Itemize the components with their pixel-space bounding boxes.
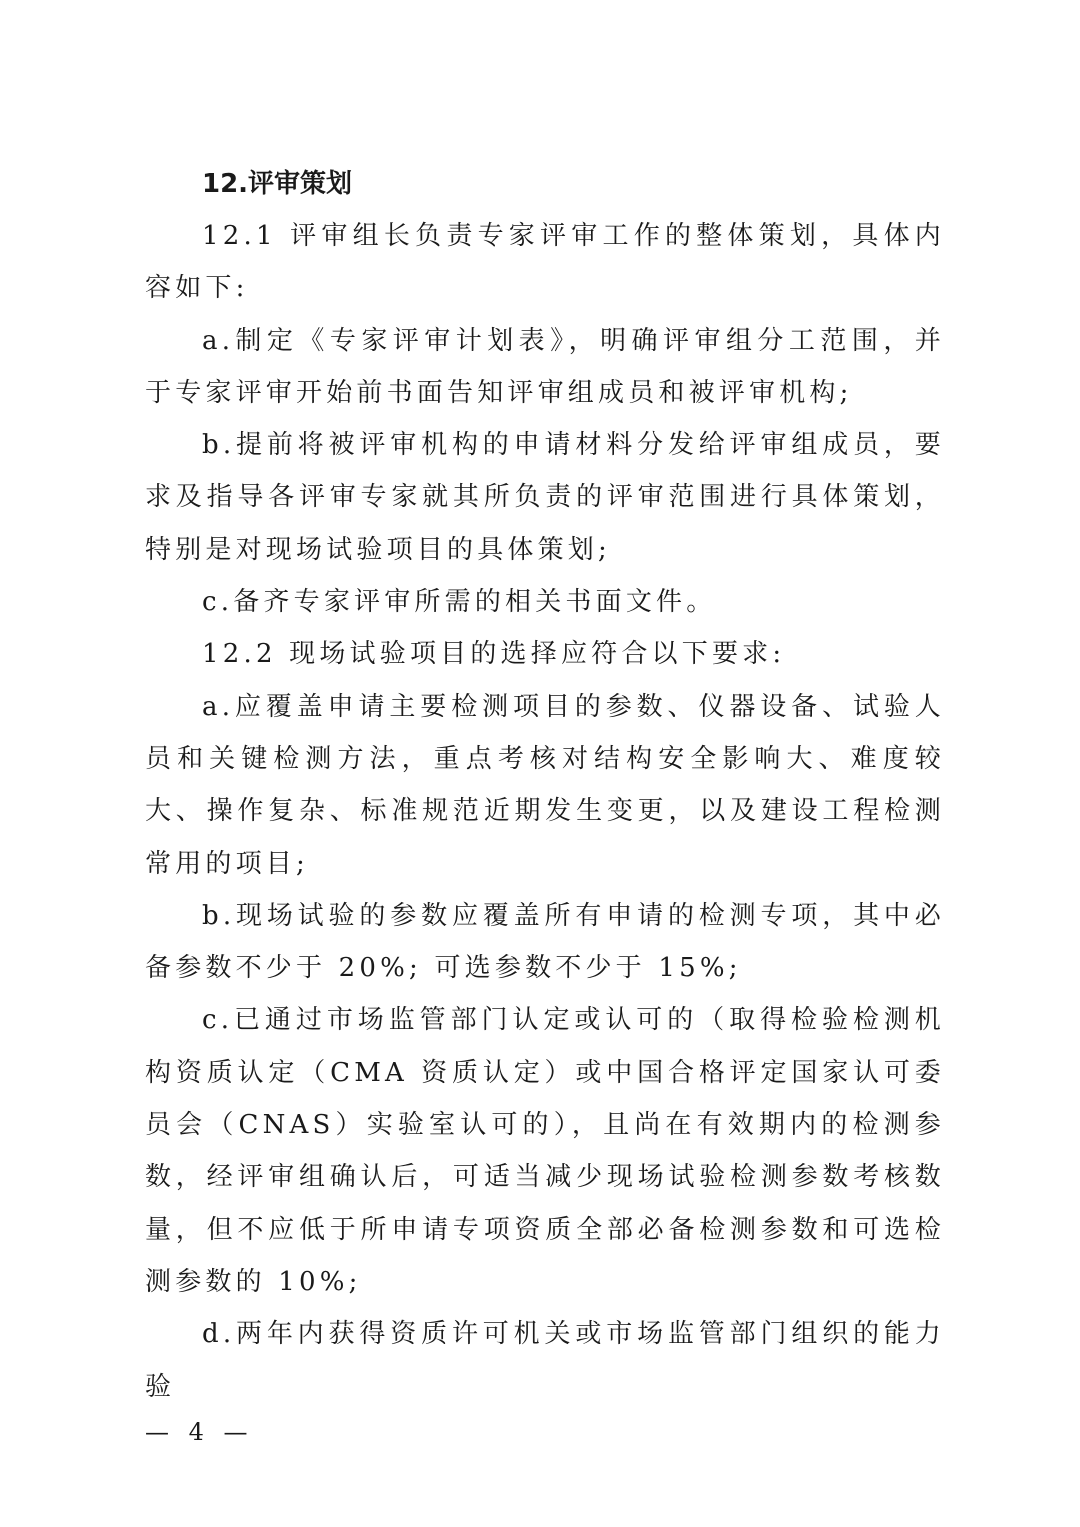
paragraph-12-1-c: c.备齐专家评审所需的相关书面文件。 [202, 587, 717, 618]
paragraph-12-2-d: d.两年内获得资质许可机关或市场监管部门组织的能力验 [145, 1319, 945, 1402]
paragraph-12-2-a: a.应覆盖申请主要检测项目的参数、仪器设备、试验人员和关键检测方法，重点考核对结构安全影响大、难度较大、操作复杂、标准规范近期发生变更，以及建设工程检测常用的项目; [145, 691, 945, 879]
paragraph-12-1-a: a.制定《专家评审计划表》，明确评审组分工范围，并于专家评审开始前书面告知评审组成员和被评审机构; [145, 325, 945, 408]
section-heading: 12.评审策划 [202, 169, 353, 199]
paragraph-12-2-c: c.已通过市场监管部门认定或认可的（取得检验检测机构资质认定（CMA 资质认定）或中国合格评定国家认可委员会（CNAS）实验室认可的），且尚在有效期内的检测参数，经评审组确认后，可适当减少现场试验检测参数考核数量，但不应低于所申请专项资质全部必备检测参数和可选检测参数的 10%; [145, 1005, 945, 1297]
paragraph-12-2-b: b.现场试验的参数应覆盖所有申请的检测专项，其中必备参数不少于 20%; 可选参数不少于 15%; [145, 900, 945, 984]
page-number: — 4 — [145, 1418, 254, 1446]
paragraph-12-1-b: b.提前将被评审机构的申请材料分发给评审组成员，要求及指导各评审专家就其所负责的评审范围进行具体策划，特别是对现场试验项目的具体策划; [145, 430, 945, 565]
paragraph-12-2: 12.2 现场试验项目的选择应符合以下要求: [202, 639, 786, 670]
paragraph-12-1: 12.1 评审组长负责专家评审工作的整体策划，具体内容如下: [145, 221, 945, 304]
document-body [145, 158, 945, 1413]
